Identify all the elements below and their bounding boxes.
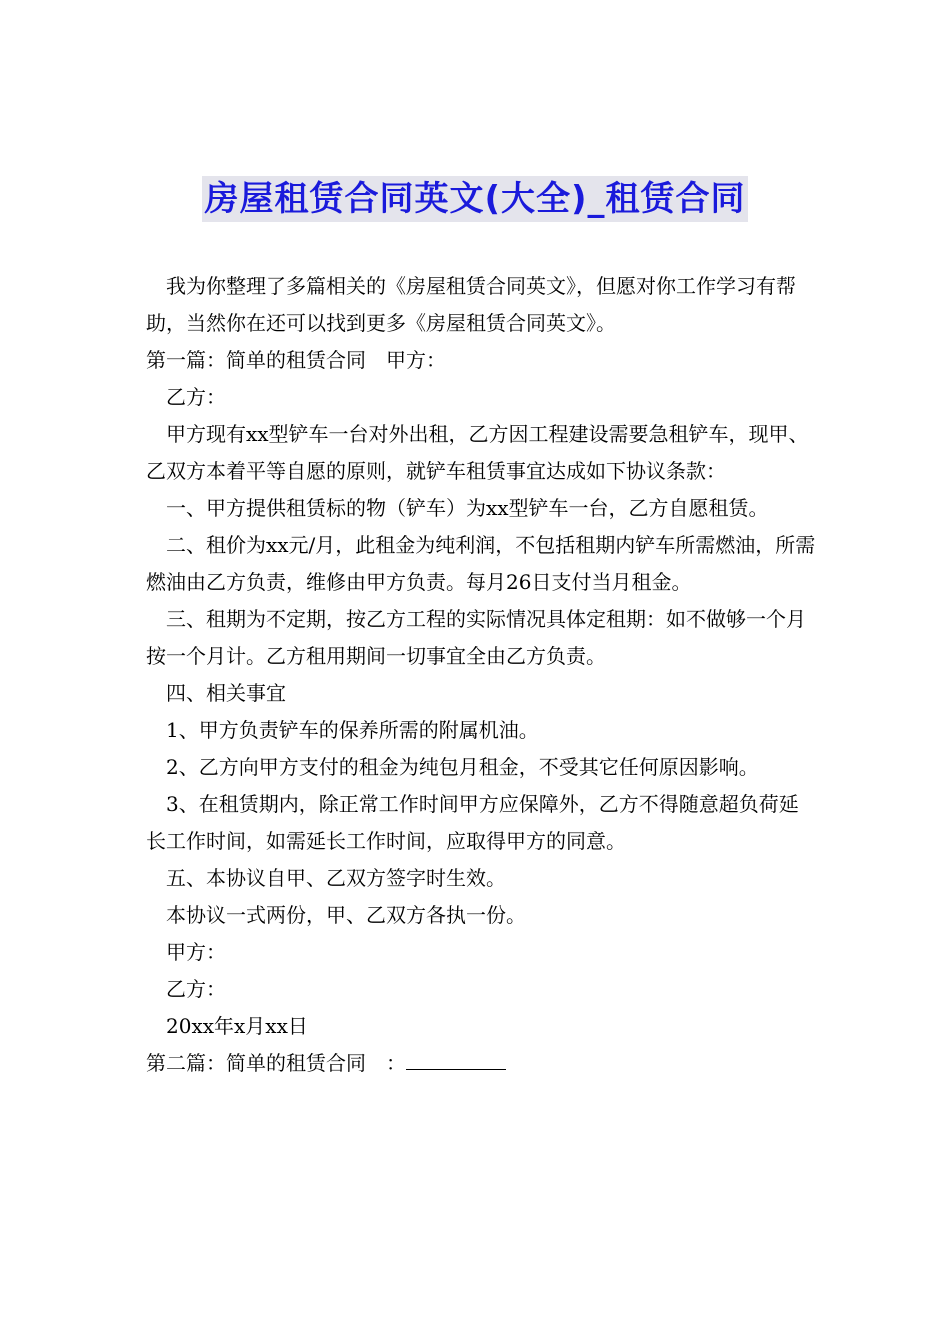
paragraph-intro: 我为你整理了多篇相关的《房屋租赁合同英文》，但愿对你工作学习有帮助，当然你在还可以找到更多《房屋租赁合同英文》。: [146, 274, 796, 335]
paragraph-section-1-heading: 第一篇：简单的租赁合同 甲方：: [146, 348, 446, 372]
document-title: 房屋租赁合同英文(大全)_租赁合同: [202, 176, 747, 222]
title-wrap: [0, 176, 950, 222]
fill-in-blank[interactable]: [406, 1047, 506, 1070]
paragraph-clause-4-3: 3、在租赁期内，除正常工作时间甲方应保障外，乙方不得随意超负荷延长工作时间，如需延长工作时间，应取得甲方的同意。: [146, 792, 799, 853]
paragraph-sign-party-b: 乙方：: [166, 977, 226, 1001]
paragraph-clause-4-1: 1、甲方负责铲车的保养所需的附属机油。: [166, 718, 539, 742]
paragraph-sign-party-a: 甲方：: [166, 940, 226, 964]
paragraph-clause-4-2: 2、乙方向甲方支付的租金为纯包月租金，不受其它任何原因影响。: [166, 755, 759, 779]
paragraph-clause-5: 五、本协议自甲、乙双方签字时生效。: [166, 866, 506, 890]
section-2-heading-text: 第二篇：简单的租赁合同 ：: [146, 1051, 406, 1075]
paragraph-clause-3: 三、租期为不定期，按乙方工程的实际情况具体定租期：如不做够一个月按一个月计。乙方租用期间一切事宜全由乙方负责。: [146, 607, 806, 668]
paragraph-clause-2: 二、租价为xx元/月，此租金为纯利润，不包括租期内铲车所需燃油，所需燃油由乙方负责，维修由甲方负责。每月26日支付当月租金。: [146, 533, 816, 594]
paragraph-copies: 本协议一式两份，甲、乙双方各执一份。: [166, 903, 526, 927]
paragraph-party-b: 乙方：: [166, 385, 226, 409]
paragraph-section-2-heading: [146, 1045, 816, 1082]
paragraph-preamble: 甲方现有xx型铲车一台对外出租，乙方因工程建设需要急租铲车，现甲、乙双方本着平等自愿的原则，就铲车租赁事宜达成如下协议条款：: [146, 422, 809, 483]
paragraph-clause-4: 四、相关事宜: [166, 681, 286, 705]
document-body: [146, 268, 816, 1082]
paragraph-clause-1: 一、甲方提供租赁标的物（铲车）为xx型铲车一台，乙方自愿租赁。: [166, 496, 769, 520]
paragraph-date: 20xx年x月xx日: [166, 1014, 308, 1038]
